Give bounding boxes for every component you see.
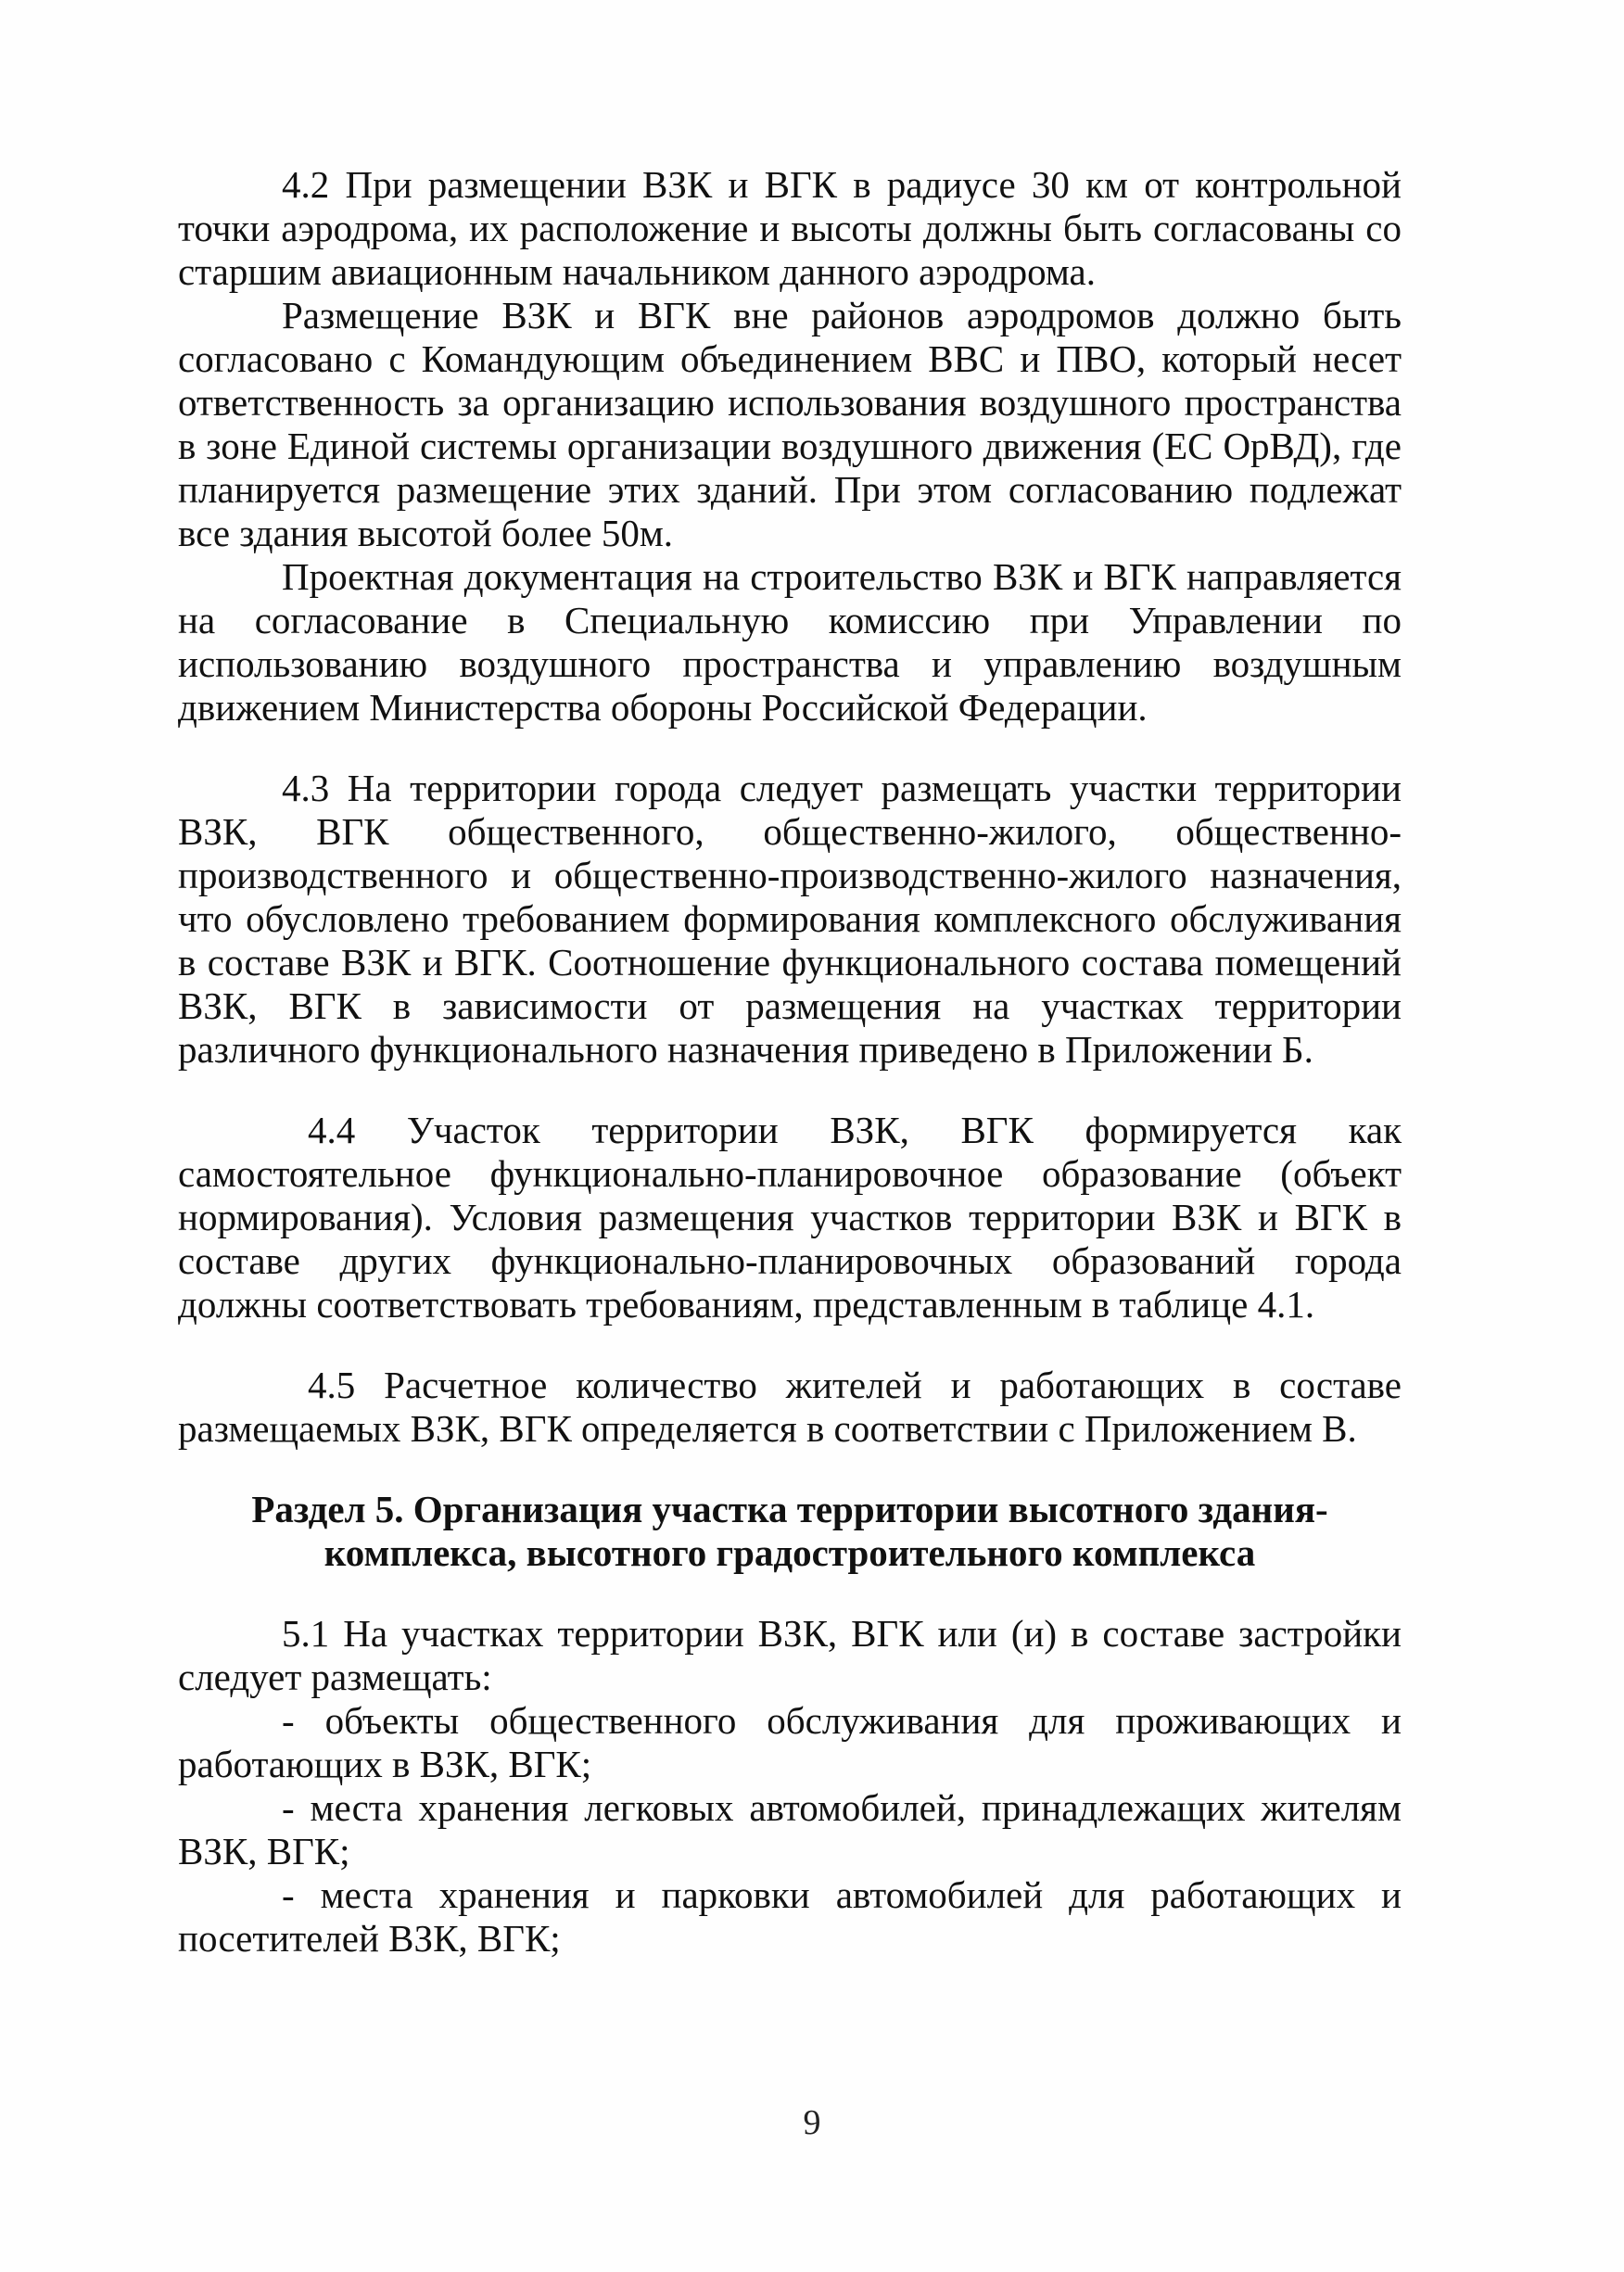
page-number: 9 (803, 2103, 821, 2142)
paragraph-4-5: 4.5 Расчетное количество жителей и работающих в составе размещаемых ВЗК, ВГК определяется в соответствии с Приложением В. (178, 1364, 1402, 1450)
list-item: - объекты общественного обслуживания для проживающих и работающих в ВЗК, ВГК; (178, 1699, 1402, 1785)
paragraph-4-2: 4.2 При размещении ВЗК и ВГК в радиусе 30 км от контрольной точки аэродрома, их расположение и высоты должны быть согласованы со старшим авиационным начальником данного аэродрома. (178, 163, 1402, 293)
paragraph-project-documentation: Проектная документация на строительство ВЗК и ВГК направляется на согласование в Специальную комиссию при Управлении по использованию воздушного пространства и управлению воздушным движением Министерства обороны Российской Федерации. (178, 555, 1402, 729)
section-5-heading-line1: Раздел 5. Организация участка территории высотного здания- (251, 1488, 1328, 1530)
paragraph-airspace-approval: Размещение ВЗК и ВГК вне районов аэродромов должно быть согласовано с Командующим объединением ВВС и ПВО, который несет ответственность за организацию использования воздушного пространства в зоне Единой системы организации воздушного движения (ЕС ОрВД), где планируется размещение этих зданий. При этом согласованию подлежат все здания высотой более 50м. (178, 294, 1402, 554)
section-5-heading-line2: комплекса, высотного градостроительного комплекса (324, 1531, 1256, 1574)
section-5-heading (178, 1488, 1402, 1575)
paragraph-5-1: 5.1 На участках территории ВЗК, ВГК или (и) в составе застройки следует размещать: (178, 1612, 1402, 1698)
page-content (178, 163, 1402, 1961)
paragraph-4-4: 4.4 Участок территории ВЗК, ВГК формируется как самостоятельное функционально-планировочное образование (объект нормирования). Условия размещения участков территории ВЗК и ВГК в составе других функционально-планировочных образований города должны соответствовать требованиям, представленным в таблице 4.1. (178, 1109, 1402, 1326)
list-item: - места хранения и парковки автомобилей для работающих и посетителей ВЗК, ВГК; (178, 1873, 1402, 1960)
list-item: - места хранения легковых автомобилей, принадлежащих жителям ВЗК, ВГК; (178, 1786, 1402, 1872)
paragraph-4-3: 4.3 На территории города следует размещать участки территории ВЗК, ВГК общественного, общественно-жилого, общественно-производственного и общественно-производственно-жилого назначения, что обусловлено требованием формирования комплексного обслуживания в составе ВЗК и ВГК. Соотношение функционального состава помещений ВЗК, ВГК в зависимости от размещения на участках территории различного функционального назначения приведено в Приложении Б. (178, 767, 1402, 1071)
